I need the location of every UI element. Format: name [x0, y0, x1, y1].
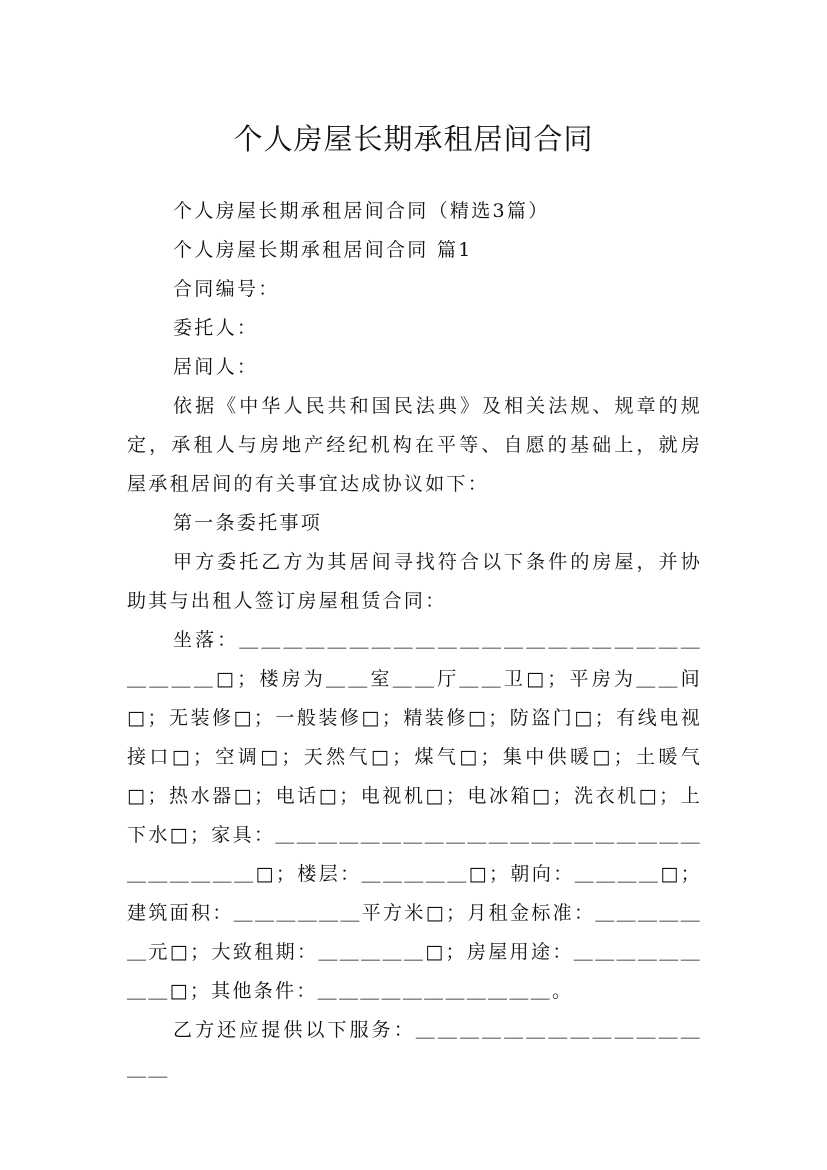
subtitle-paragraph: 个人房屋长期承租居间合同（精选3篇）	[173, 200, 550, 222]
services-paragraph: 乙方还应提供以下服务：＿＿＿＿＿＿＿＿＿＿＿＿＿＿＿	[127, 1019, 702, 1080]
preamble-paragraph: 依据《中华人民共和国民法典》及相关法规、规章的规定，承租人与房地产经纪机构在平等、自愿的基础上，就房屋承租居间的有关事宜达成协议如下：	[127, 395, 702, 495]
section-heading-paragraph: 个人房屋长期承租居间合同 篇1	[173, 239, 473, 261]
client-line: 委托人：	[173, 317, 259, 339]
intermediary-line: 居间人：	[173, 356, 259, 378]
document-title: 个人房屋长期承租居间合同	[233, 122, 594, 157]
article-one-heading: 第一条委托事项	[173, 512, 323, 534]
contract-number-line: 合同编号：	[173, 278, 280, 300]
commission-paragraph: 甲方委托乙方为其居间寻找符合以下条件的房屋，并协助其与出租人签订房屋租赁合同：	[127, 551, 702, 612]
property-conditions-paragraph: 坐落：＿＿＿＿＿＿＿＿＿＿＿＿＿＿＿＿＿＿＿＿＿＿＿＿＿□；楼房为＿＿室＿＿厅＿＿卫□；平房为＿＿间□；无装修□；一般装修□；精装修□；防盗门□；有线电视接口□；空调□；天然气□；煤气□；集中供暖□；土暖气□；热水器□；电话□；电视机□；电冰箱□；洗衣机□；上下水□；家具：＿＿＿＿＿＿＿＿＿＿＿＿＿＿＿＿＿＿＿＿＿＿＿＿＿＿□；楼层：＿＿＿＿＿□；朝向：＿＿＿＿□；建筑面积：＿＿＿＿＿＿平方米□；月租金标准：＿＿＿＿＿＿元□；大致租期：＿＿＿＿＿□；房屋用途：＿＿＿＿＿＿＿＿□；其他条件：＿＿＿＿＿＿＿＿＿＿＿。	[127, 629, 702, 1002]
document-body	[127, 192, 702, 1089]
